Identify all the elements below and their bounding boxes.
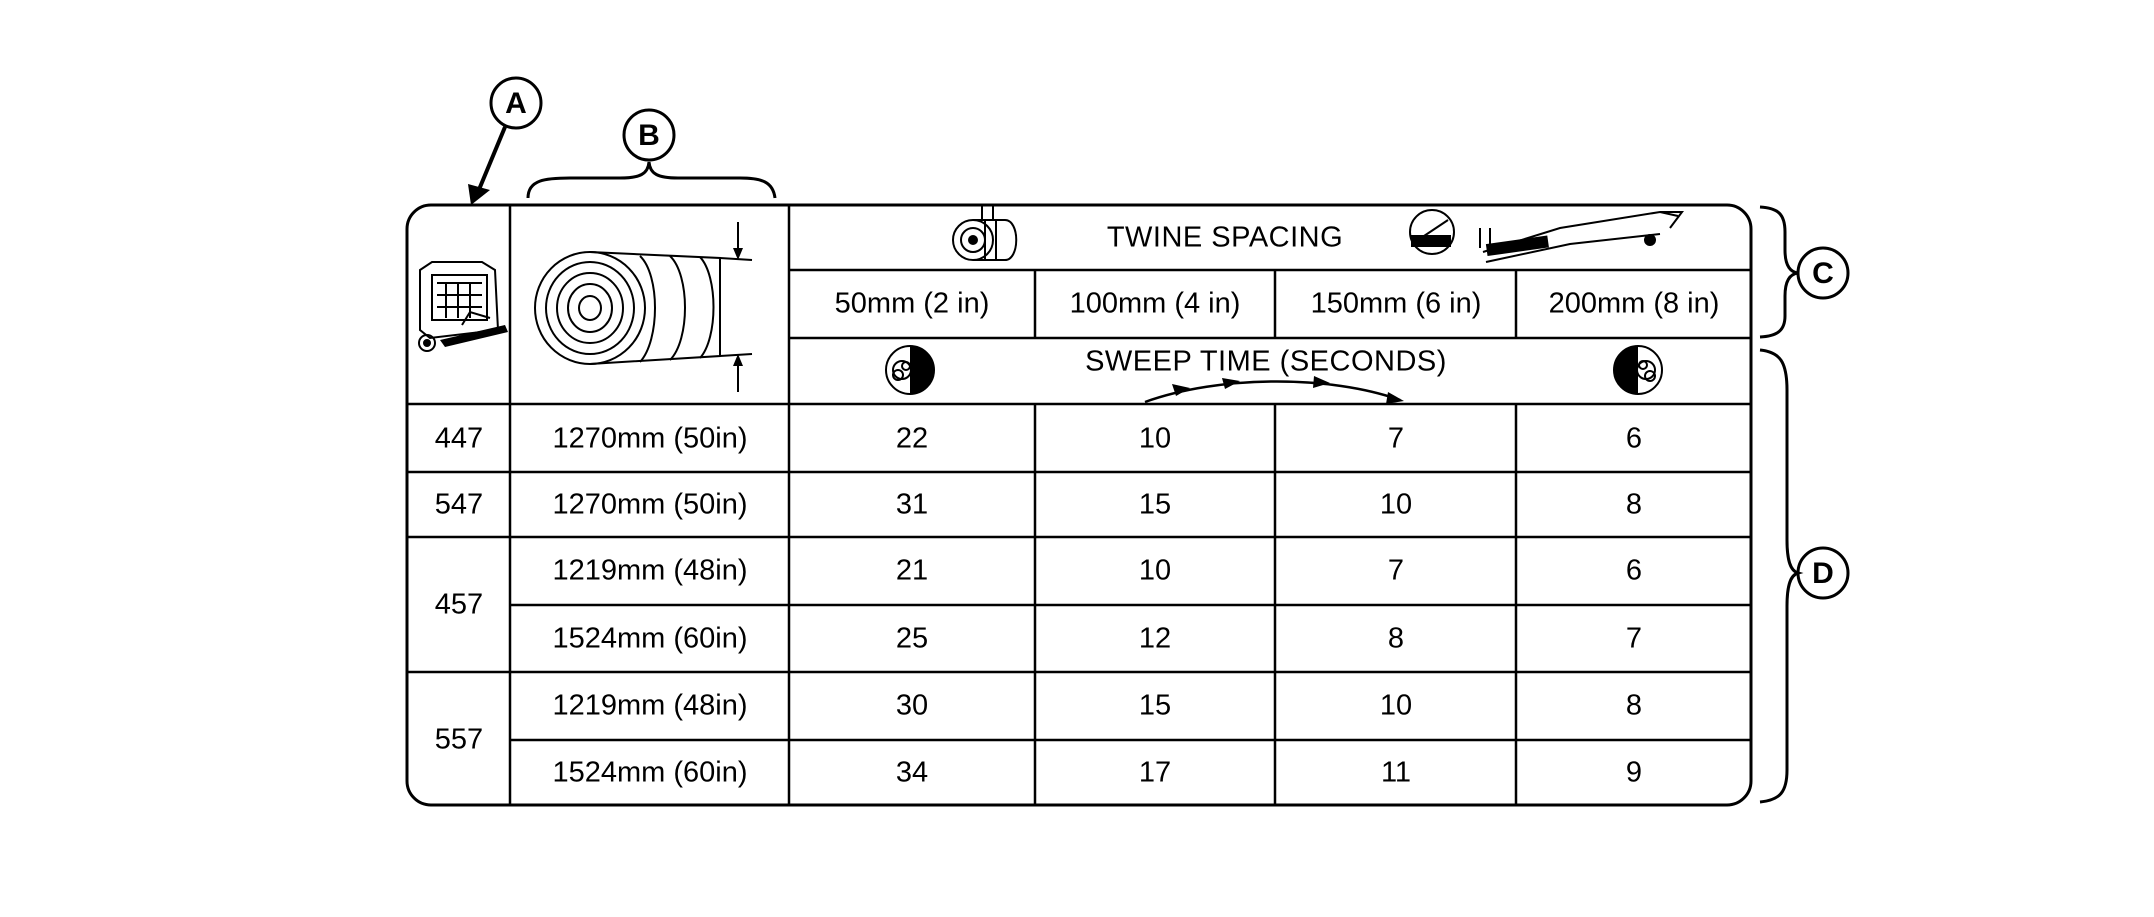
- spacing-100mm-header: 100mm (4 in): [1069, 287, 1241, 320]
- sweep-arrow-icon: [1145, 376, 1404, 404]
- model-cell: 447: [434, 422, 484, 455]
- sweep-time-cell: 15: [1138, 689, 1172, 722]
- sweep-time-cell: 17: [1138, 756, 1172, 789]
- bale-width-cell: 1270mm (50in): [552, 488, 748, 521]
- spacing-150mm-header: 150mm (6 in): [1310, 287, 1482, 320]
- callout-b-label: B: [638, 119, 660, 152]
- sweep-time-cell: 22: [895, 422, 929, 455]
- spacing-200mm-header: 200mm (8 in): [1548, 287, 1720, 320]
- sweep-time-cell: 7: [1625, 622, 1643, 655]
- sweep-time-cell: 6: [1625, 422, 1643, 455]
- sweep-time-cell: 8: [1625, 689, 1643, 722]
- sweep-time-cell: 21: [895, 554, 929, 587]
- model-cell: 557: [434, 723, 484, 756]
- spacing-50mm-header: 50mm (2 in): [834, 287, 990, 320]
- sweep-time-cell: 31: [895, 488, 929, 521]
- callout-c-label: C: [1812, 257, 1834, 290]
- sweep-time-cell: 34: [895, 756, 929, 789]
- sweep-time-cell: 25: [895, 622, 929, 655]
- bale-width-cell: 1524mm (60in): [552, 756, 748, 789]
- model-cell: 457: [434, 588, 484, 621]
- callout-a-label: A: [505, 87, 527, 120]
- sweep-time-cell: 10: [1138, 554, 1172, 587]
- sweep-time-cell: 8: [1387, 622, 1405, 655]
- twine-roll-icon: [953, 205, 1016, 260]
- bale-width-cell: 1219mm (48in): [552, 689, 748, 722]
- sweep-time-cell: 9: [1625, 756, 1643, 789]
- sweep-time-cell: 30: [895, 689, 929, 722]
- sweep-time-cell: 12: [1138, 622, 1172, 655]
- sweep-time-cell: 8: [1625, 488, 1643, 521]
- sweep-time-cell: 10: [1379, 488, 1413, 521]
- sweep-time-cell: 10: [1138, 422, 1172, 455]
- bale-width-cell: 1524mm (60in): [552, 622, 748, 655]
- bale-width-cell: 1270mm (50in): [552, 422, 748, 455]
- sweep-time-cell: 6: [1625, 554, 1643, 587]
- callout-c-marker: [1760, 207, 1848, 337]
- twine-arm-icon: [1410, 210, 1682, 262]
- sweep-time-cell: 10: [1379, 689, 1413, 722]
- sweep-dial-start-icon: [886, 346, 934, 394]
- model-cell: 547: [434, 488, 484, 521]
- callout-d-marker: [1760, 350, 1848, 802]
- sweep-dial-end-icon: [1614, 346, 1662, 394]
- callout-d-label: D: [1812, 557, 1834, 590]
- sweep-time-cell: 7: [1387, 422, 1405, 455]
- sweep-time-heading: SWEEP TIME (SECONDS): [1085, 345, 1447, 378]
- sweep-time-cell: 7: [1387, 554, 1405, 587]
- twine-spacing-heading: TWINE SPACING: [1106, 221, 1344, 254]
- sweep-time-cell: 11: [1380, 756, 1412, 789]
- bale-width-cell: 1219mm (48in): [552, 554, 748, 587]
- baler-icon: [419, 262, 508, 351]
- bale-width-icon: [535, 222, 752, 392]
- sweep-time-cell: 15: [1138, 488, 1172, 521]
